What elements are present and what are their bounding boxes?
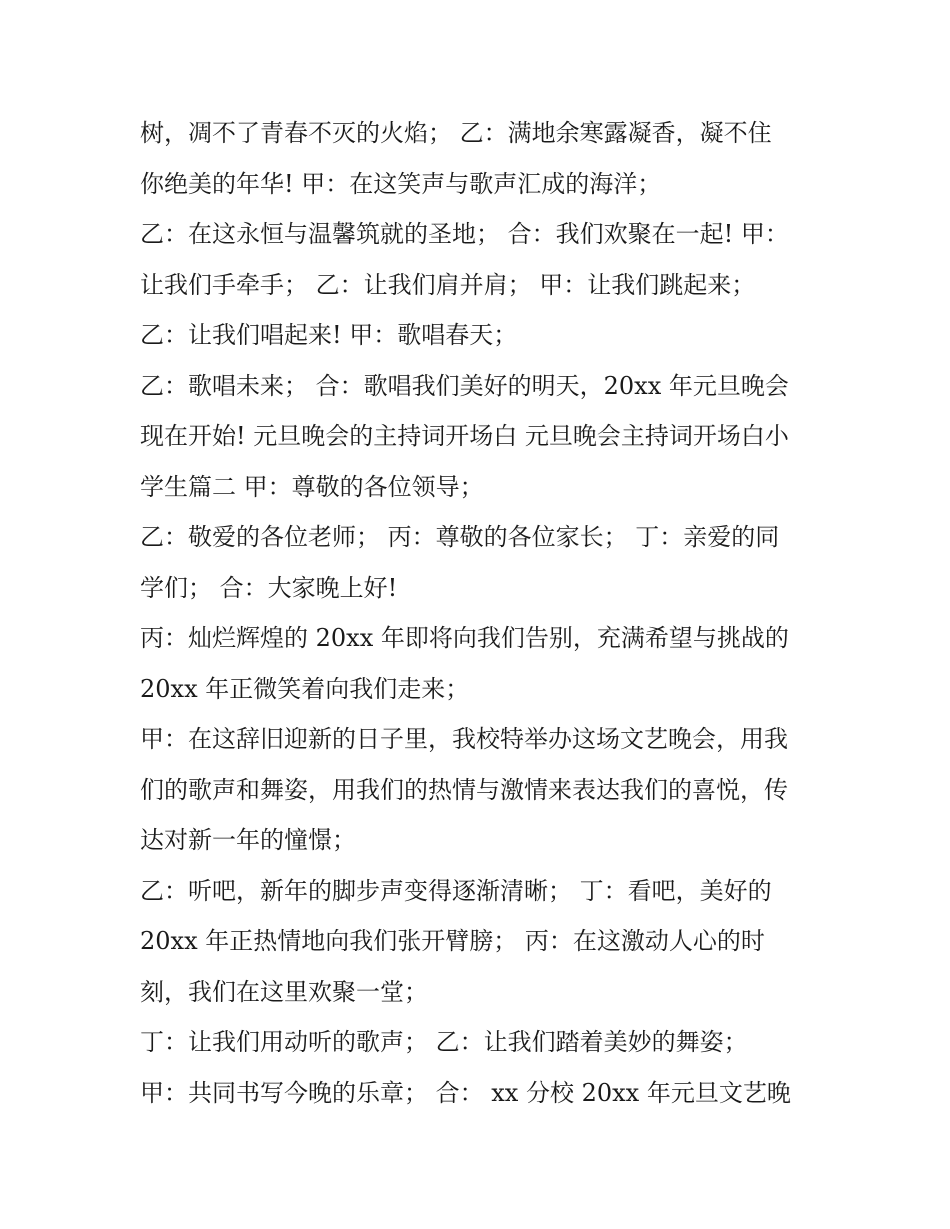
text-line: 学生篇二 甲：尊敬的各位领导； [140, 472, 484, 501]
text-line: 甲：共同书写今晚的乐章； 合： xx 分校 20xx 年元旦文艺晚 [140, 1078, 791, 1107]
text-line: 乙：歌唱未来； 合：歌唱我们美好的明天，20xx 年元旦晚会 [140, 371, 789, 400]
text-line: 丁：让我们用动听的歌声； 乙：让我们踏着美妙的舞姿； [140, 1028, 748, 1056]
text-line: 乙：让我们唱起来! 甲：歌唱春天； [140, 321, 518, 349]
document-body [140, 108, 830, 1118]
text-line: 甲：在这辞旧迎新的日子里，我校特举办这场文艺晚会，用我 [140, 725, 788, 753]
text-line: 现在开始! 元旦晚会的主持词开场白 元旦晚会主持词开场白小 [140, 422, 789, 450]
text-line: 丙：灿烂辉煌的 20xx 年即将向我们告别，充满希望与挑战的 [140, 624, 789, 652]
text-line: 刻，我们在这里欢聚一堂； [140, 977, 428, 1006]
text-line: 20xx 年正微笑着向我们走来； [140, 674, 470, 703]
text-line: 让我们手牵手； 乙：让我们肩并肩； 甲：让我们跳起来； [140, 270, 756, 299]
text-line: 乙：敬爱的各位老师； 丙：尊敬的各位家长； 丁：亲爱的同 [140, 523, 780, 551]
text-line: 乙：在这永恒与温馨筑就的圣地； 合：我们欢聚在一起! 甲： [140, 220, 789, 248]
text-line: 树，凋不了青春不灭的火焰； 乙：满地余寒露凝香，凝不住 [140, 119, 772, 147]
text-line: 们的歌声和舞姿，用我们的热情与激情来表达我们的喜悦，传 [140, 775, 788, 804]
text-line: 学们； 合：大家晚上好! [140, 573, 398, 602]
text-line: 乙：听吧，新年的脚步声变得逐渐清晰； 丁：看吧，美好的 [140, 876, 772, 905]
text-line: 达对新一年的憧憬； [140, 826, 356, 854]
text-line: 你绝美的年华! 甲：在这笑声与歌声汇成的海洋； [140, 169, 662, 198]
text-line: 20xx 年正热情地向我们张开臂膀； 丙：在这激动人心的时 [140, 927, 765, 955]
